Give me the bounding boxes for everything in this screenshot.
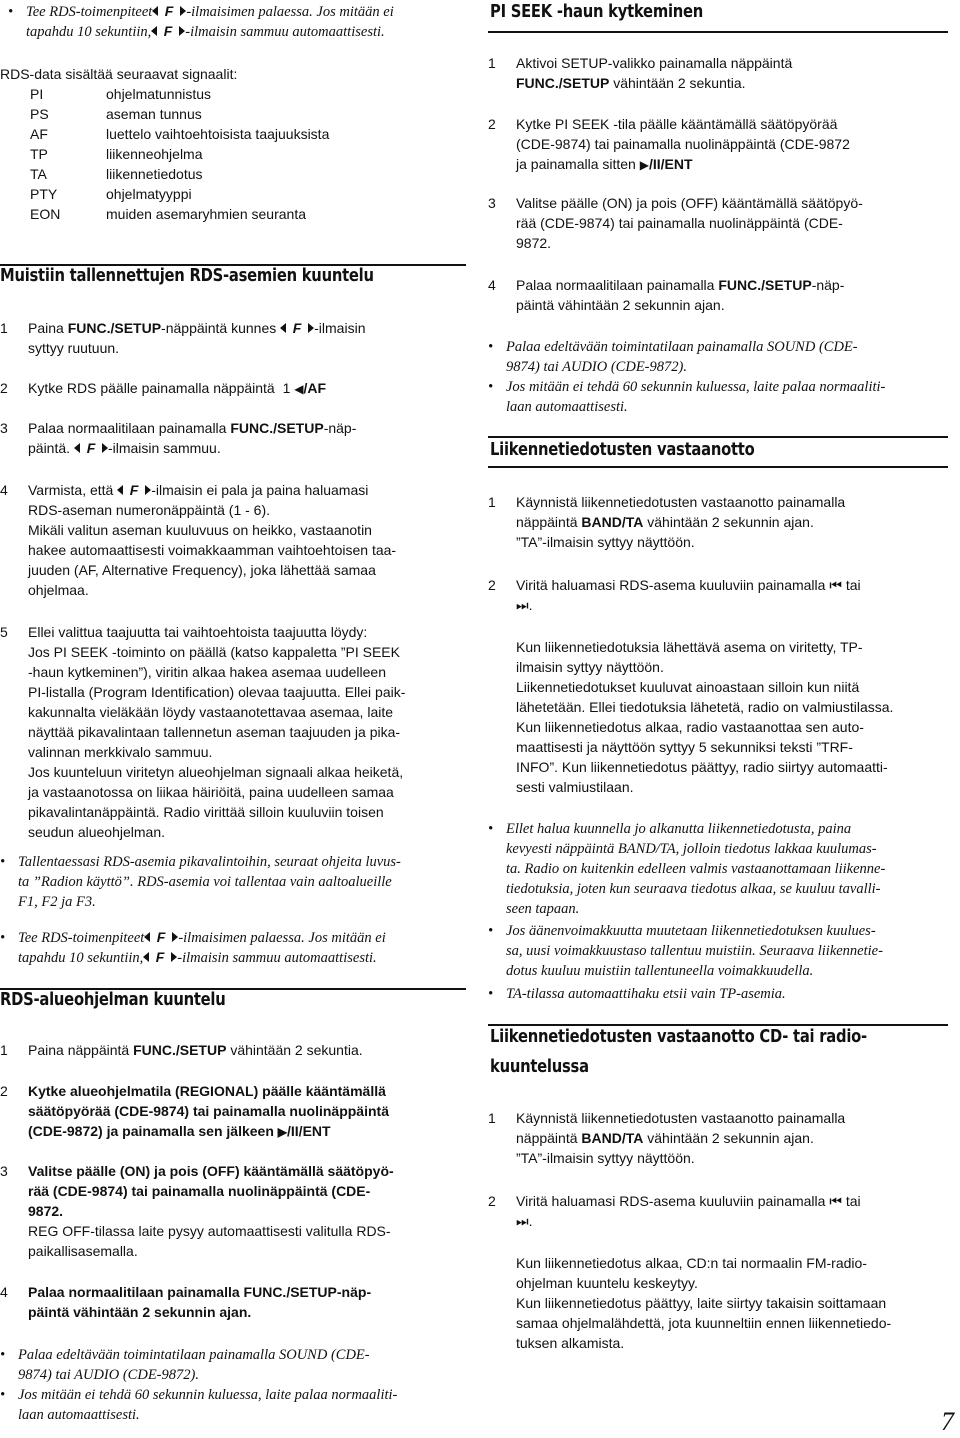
- step-4: 4 Varmista, että -ilmaisin ei pala ja paina haluamasi RDS-aseman numeronäppäintä (1 - 6). Mikäli valitun aseman kuuluvuus on heikko, vastaanotin hakee automaattisesti voimakkaamman vaihtoehtoisen taa- juuden (AF, Alternative Frequency), joka lähettää samaa ohjelmaa.: [0, 482, 397, 598]
- step-2: 2 Viritä haluamasi RDS-asema kuuluviin painamalla ⏮ tai ⏭.: [488, 1193, 861, 1229]
- section-title-traffic-cd-radio-line2: kuuntelussa: [490, 1056, 589, 1077]
- bullet-note: • Jos mitään ei tehdä 60 sekunnin kuluessa, laite palaa normaaliti- laan automaattisesti.: [0, 1387, 398, 1423]
- traffic-body-text: Kun liikennetiedotuksia lähettävä asema on viritetty, TP- ilmaisin syttyy näyttöön. Liikennetiedotukset kuuluvat ainoastaan silloin kun niitä lähetetään. Ellei tiedotuksia lähetetä, radio on valmiustilassa. Kun liikennetiedotus alkaa, radio vastaanottaa sen auto- maattisesti ja näyttöön syttyy 5 sekunniksi teksti ”TRF- INFO”. Kun liikennetiedotus päättyy, radio siirtyy automaatti- sesti valmiustilaan.: [516, 639, 894, 795]
- table-row: AF luettelo vaihtoehtoisista taajuuksista: [30, 126, 330, 142]
- step-1: 1 Paina FUNC./SETUP-näppäintä kunnes -ilmaisin syttyy ruutuun.: [0, 320, 366, 356]
- step-5: 5 Ellei valittua taajuutta tai vaihtoehtoista taajuutta löydy: Jos PI SEEK -toiminto on päällä (katso kappaletta ”PI SEEK -haun kytkeminen”), viritin alkaa hakea asemaa uudelleen PI-listalla (Program Identification) olevaa taajuutta. Ellei paik- kakunnalta vieläkään löydy vastaanotettavaa asemaa, laite näyttää pikavalintaan tallennetun aseman taajuuden ja pika- valinnan merkkivalo sammuu. Jos kuunteluun viritetyn alueohjelman signaali alkaa heiketä, ja vastaanotossa on liikaa häiriöitä, paina uudelleen samaa pikavalintanäppäintä. Radio virittää silloin kuuluviin toisen seudun alueohjelman.: [0, 624, 406, 840]
- table-row: EON muiden asemaryhmien seuranta: [30, 206, 306, 222]
- step-2: 2 Kytke PI SEEK -tila päälle kääntämällä säätöpyörää (CDE-9874) tai painamalla nuolinäppäintä (CDE-9872 ja painamalla sitten ▶/II/ENT: [488, 116, 850, 172]
- table-row: TP liikenneohjelma: [30, 146, 203, 162]
- step-2: 2 Kytke RDS päälle painamalla näppäintä 1 ◀/AF: [0, 380, 327, 396]
- play-pause-icon: ▶: [277, 1125, 288, 1139]
- top-bullet: • Tee RDS-toimenpiteet -ilmaisimen palaessa. Jos mitään ei tapahdu 10 sekuntiin, -ilmaisin sammuu automaattisesti.: [8, 4, 394, 40]
- table-row: TA liikennetiedotus: [30, 166, 203, 182]
- step-1: 1 Paina näppäintä FUNC./SETUP vähintään 2 sekuntia.: [0, 1042, 363, 1058]
- rds-f-indicator-icon: [144, 930, 178, 944]
- step-3: 3 Valitse päälle (ON) ja pois (OFF) kääntämällä säätöpyö- rää (CDE-9874) tai painamalla nuolinäppäintä (CDE- 9872.: [488, 195, 863, 251]
- section-rule: [488, 31, 948, 33]
- page-number: 7: [941, 1407, 954, 1436]
- bullet-note: • Tallentaessasi RDS-asemia pikavalintoihin, seuraat ohjeita luvus- ta ”Radion käyttö”. RDS-asemia voi tallentaa vain aaltoalueille F1, F2 ja F3.: [0, 854, 401, 910]
- rds-f-indicator-icon: [152, 4, 186, 18]
- bullet-note: • Palaa edeltävään toimintatilaan painamalla SOUND (CDE- 9874) tai AUDIO (CDE-9872).: [488, 339, 858, 375]
- step-1: 1 Käynnistä liikennetiedotusten vastaanotto painamalla näppäintä BAND/TA vähintään 2 sekunnin ajan. ”TA”-ilmaisin syttyy näyttöön.: [488, 494, 846, 550]
- traffic-cd-body-text: Kun liikennetiedotus alkaa, CD:n tai normaalin FM-radio- ohjelman kuuntelu keskeytyy. Kun liikennetiedotus päättyy, laite siirtyy takaisin soittamaan samaa ohjelmalähdettä, jota kuunneltiin ennen liikennetiedo- tuksen alkamista.: [516, 1255, 892, 1351]
- step-2: 2 Kytke alueohjelmatila (REGIONAL) päälle kääntämällä säätöpyörää (CDE-9874) tai painamalla nuolinäppäintä (CDE-9872) ja painamalla sen jälkeen ▶/II/ENT: [0, 1083, 389, 1139]
- section-rule: [488, 466, 948, 468]
- next-track-icon: ⏭: [516, 1213, 529, 1229]
- rds-f-indicator-icon: [143, 950, 177, 964]
- rds-f-indicator-icon: [117, 483, 151, 497]
- step-4: 4 Palaa normaalitilaan painamalla FUNC./SETUP-näp- päintä vähintään 2 sekunnin ajan.: [0, 1284, 372, 1320]
- section-title-memory-stations: Muistiin tallennettujen RDS-asemien kuuntelu: [0, 265, 374, 286]
- signals-table: [30, 84, 329, 224]
- step-2: 2 Viritä haluamasi RDS-asema kuuluviin painamalla ⏮ tai ⏭.: [488, 577, 861, 613]
- section-title-pi-seek: PI SEEK -haun kytkeminen: [490, 1, 704, 22]
- step-4: 4 Palaa normaalitilaan painamalla FUNC./SETUP-näp- päintä vähintään 2 sekunnin ajan.: [488, 277, 845, 313]
- bullet-note: • TA-tilassa automaattihaku etsii vain TP-asemia.: [488, 986, 786, 1002]
- bullet-note: • Ellet halua kuunnella jo alkanutta liikennetiedotusta, paina kevyesti näppäintä BAND/TA, jolloin tiedotus lakkaa kuulumas- ta. Radio on kuitenkin edelleen valmis vastaanottamaan liikenne- tiedotuksia, joten kun seuraava tiedotus alkaa, se kuuluu tavalli- seen tapaan.: [488, 821, 886, 917]
- step-3: 3 Valitse päälle (ON) ja pois (OFF) kääntämällä säätöpyö- rää (CDE-9874) tai painamalla nuolinäppäintä (CDE- 9872. REG OFF-tilassa laite pysyy automaattisesti valitulla RDS- paikallisasemalla.: [0, 1163, 394, 1259]
- section-rule: [488, 436, 948, 438]
- step-1: 1 Käynnistä liikennetiedotusten vastaanotto painamalla näppäintä BAND/TA vähintään 2 sekunnin ajan. ”TA”-ilmaisin syttyy näyttöön.: [488, 1110, 846, 1166]
- bullet-note: • Tee RDS-toimenpiteet -ilmaisimen palaessa. Jos mitään ei tapahdu 10 sekuntiin, -ilmaisin sammuu automaattisesti.: [0, 930, 386, 966]
- section-title-traffic: Liikennetiedotusten vastaanotto: [490, 439, 755, 460]
- rds-f-indicator-icon: [151, 24, 185, 38]
- left-triangle-icon: ◀: [294, 382, 304, 396]
- table-row: PI ohjelmatunnistus: [30, 86, 212, 102]
- next-track-icon: ⏭: [516, 597, 529, 613]
- section-title-traffic-cd-radio: Liikennetiedotusten vastaanotto CD- tai radio-: [490, 1026, 867, 1047]
- table-row: PS aseman tunnus: [30, 106, 202, 122]
- section-title-regional: RDS-alueohjelman kuuntelu: [0, 989, 226, 1010]
- step-3: 3 Palaa normaalitilaan painamalla FUNC./SETUP-näp- päintä. -ilmaisin sammuu.: [0, 420, 357, 456]
- rds-f-indicator-icon: [280, 321, 314, 335]
- previous-track-icon: ⏮: [829, 577, 842, 593]
- bullet-note: • Jos äänenvoimakkuutta muutetaan liikennetiedotuksen kuulues- sa, uusi voimakkuustaso tallentuu muistiin. Seuraava liikennetie- dotus kuuluu muistiin tallentuneella voimakkuudella.: [488, 923, 883, 979]
- play-pause-icon: ▶: [639, 158, 649, 172]
- bullet-note: • Palaa edeltävään toimintatilaan painamalla SOUND (CDE- 9874) tai AUDIO (CDE-9872).: [0, 1347, 370, 1383]
- table-row: PTY ohjelmatyyppi: [30, 186, 192, 202]
- rds-f-indicator-icon: [74, 441, 108, 455]
- previous-track-icon: ⏮: [829, 1193, 842, 1209]
- signals-intro: RDS-data sisältää seuraavat signaalit:: [0, 66, 238, 82]
- bullet-note: • Jos mitään ei tehdä 60 sekunnin kuluessa, laite palaa normaaliti- laan automaattisesti.: [488, 379, 886, 415]
- step-1: 1 Aktivoi SETUP-valikko painamalla näppäintä FUNC./SETUP vähintään 2 sekuntia.: [488, 55, 793, 91]
